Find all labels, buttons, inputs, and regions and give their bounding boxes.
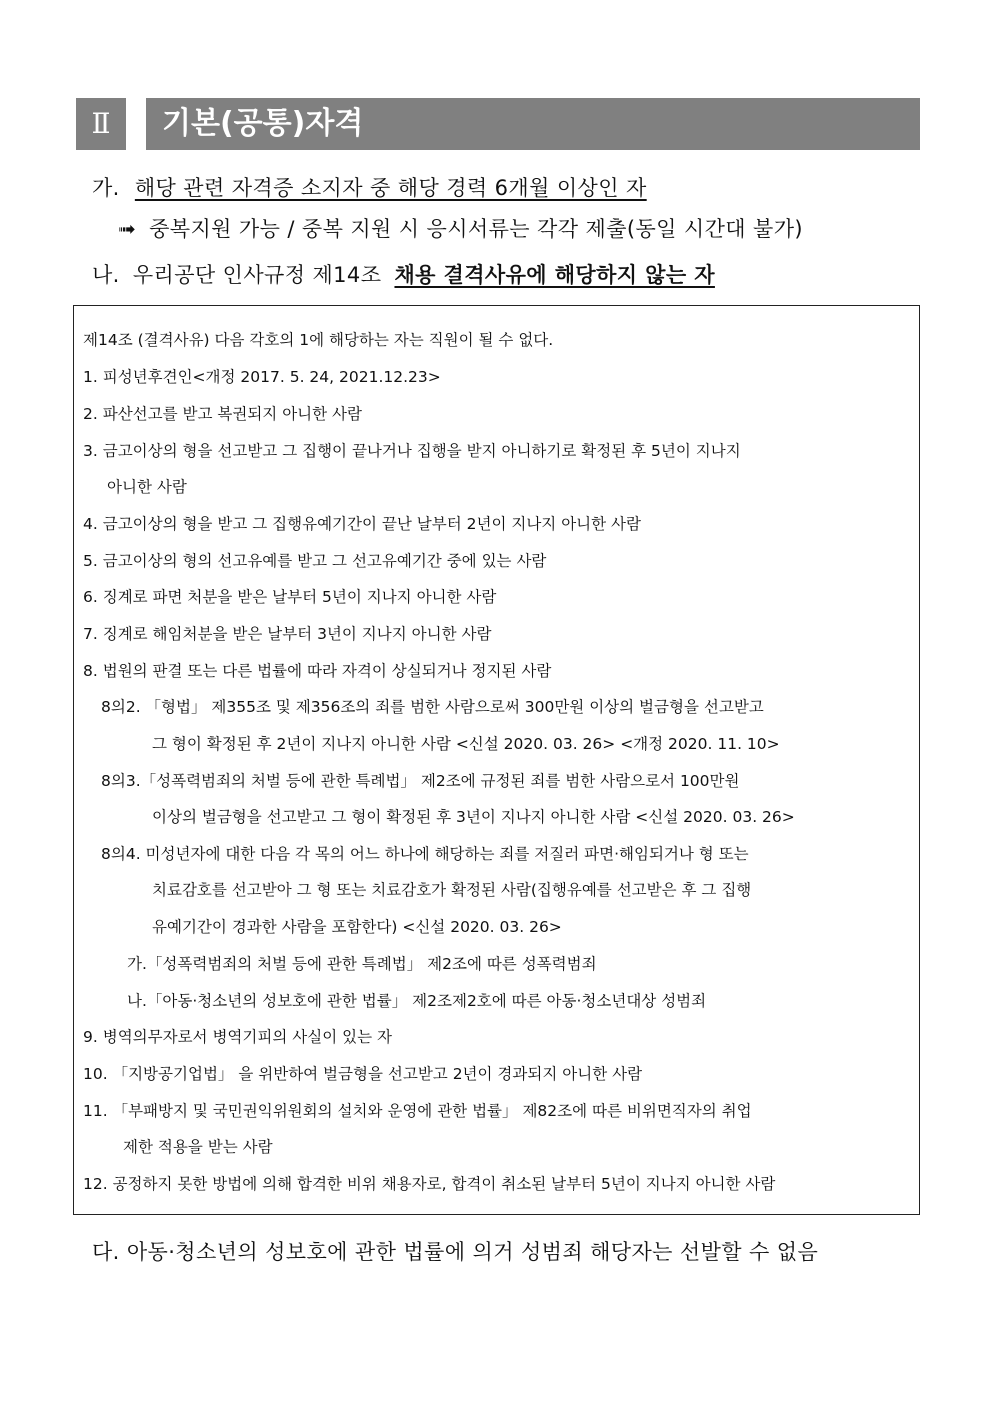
article-line: 나.「아동·청소년의 성보호에 관한 법률」 제2조제2호에 따른 아동·청소년대상 성범죄 — [127, 992, 707, 1010]
item-note-text: 중복지원 가능 / 중복 지원 시 응시서류는 각각 제출(동일 시간대 불가) — [149, 217, 804, 241]
item-ga — [92, 172, 647, 202]
article-line: 이상의 벌금형을 선고받고 그 형이 확정된 후 3년이 지나지 아니한 사람 <신설 2020. 03. 26> — [152, 808, 795, 826]
item-ga-text: 해당 관련 자격증 소지자 중 해당 경력 6개월 이상인 자 — [134, 176, 647, 200]
article-line: 가.「성폭력범죄의 처벌 등에 관한 특례법」 제2조에 따른 성폭력범죄 — [127, 955, 597, 973]
article-line: 아니한 사람 — [107, 478, 187, 496]
item-na — [92, 259, 715, 289]
article-line: 10. 「지방공기업법」 을 위반하여 벌금형을 선고받고 2년이 경과되지 아니한 사람 — [83, 1065, 643, 1083]
article-line: 3. 금고이상의 형을 선고받고 그 집행이 끝나거나 집행을 받지 아니하기로 확정된 후 5년이 지나지 — [83, 442, 741, 460]
article-line: 6. 징계로 파면 처분을 받은 날부터 5년이 지나지 아니한 사람 — [83, 588, 497, 606]
arrow-icon: ➟ — [118, 217, 136, 241]
article-line: 9. 병역의무자로서 병역기피의 사실이 있는 자 — [83, 1028, 392, 1046]
article-line: 8의3.「성폭력범죄의 처벌 등에 관한 특례법」 제2조에 규정된 죄를 범한 사람으로서 100만원 — [101, 772, 740, 790]
item-na-text: 우리공단 인사규정 제14조 — [132, 263, 382, 287]
article-line: 그 형이 확정된 후 2년이 지나지 아니한 사람 <신설 2020. 03. 26> <개정 2020. 11. 10> — [152, 735, 780, 753]
section-title: 기본(공통)자격 — [146, 98, 920, 150]
article-line: 12. 공정하지 못한 방법에 의해 합격한 비위 채용자로, 합격이 취소된 날부터 5년이 지나지 아니한 사람 — [83, 1175, 776, 1193]
article-line: 7. 징계로 해임처분을 받은 날부터 3년이 지나지 아니한 사람 — [83, 625, 492, 643]
article-line: 8의4. 미성년자에 대한 다음 각 목의 어느 하나에 해당하는 죄를 저질러 파면·해임되거나 형 또는 — [101, 845, 749, 863]
item-na-underlined: 채용 결격사유에 해당하지 않는 자 — [394, 263, 715, 287]
article-line: 2. 파산선고를 받고 복권되지 아니한 사람 — [83, 405, 362, 423]
item-ga-prefix: 가. — [92, 176, 120, 200]
article-line: 8. 법원의 판결 또는 다른 법률에 따라 자격이 상실되거나 정지된 사람 — [83, 662, 552, 680]
item-na-prefix: 나. — [92, 263, 120, 287]
section-number-badge: Ⅱ — [76, 98, 126, 150]
item-da: 다. 아동·청소년의 성보호에 관한 법률에 의거 성범죄 해당자는 선발할 수 없음 — [92, 1240, 819, 1264]
item-note — [118, 213, 803, 243]
article-line: 1. 피성년후견인<개정 2017. 5. 24, 2021.12.23> — [83, 368, 441, 386]
article-line: 유예기간이 경과한 사람을 포함한다) <신설 2020. 03. 26> — [152, 918, 562, 936]
article-line: 치료감호를 선고받아 그 형 또는 치료감호가 확정된 사람(집행유예를 선고받은 후 그 집행 — [152, 881, 752, 899]
article-box — [73, 305, 920, 1215]
article-line: 5. 금고이상의 형의 선고유예를 받고 그 선고유예기간 중에 있는 사람 — [83, 552, 547, 570]
article-line: 4. 금고이상의 형을 받고 그 집행유예기간이 끝난 날부터 2년이 지나지 아니한 사람 — [83, 515, 641, 533]
article-heading: 제14조 (결격사유) 다음 각호의 1에 해당하는 자는 직원이 될 수 없다. — [83, 331, 554, 349]
article-line: 제한 적용을 받는 사람 — [123, 1138, 273, 1156]
article-line: 11. 「부패방지 및 국민권익위원회의 설치와 운영에 관한 법률」 제82조에 따른 비위면직자의 취업 — [83, 1102, 752, 1120]
article-line: 8의2. 「형법」 제355조 및 제356조의 죄를 범한 사람으로써 300만원 이상의 벌금형을 선고받고 — [101, 698, 764, 716]
